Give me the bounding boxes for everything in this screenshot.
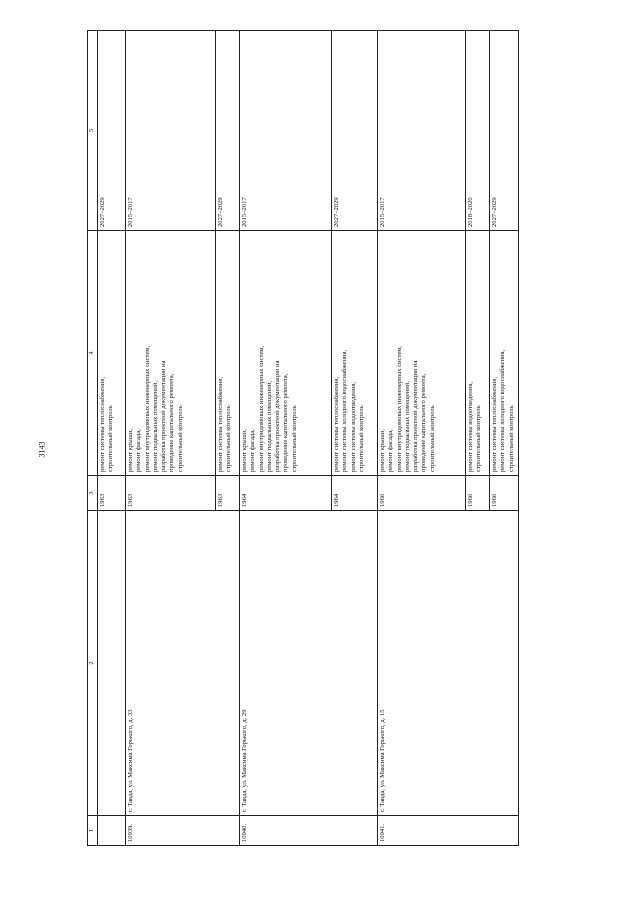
works-cell: ремонт системы теплоснабжения, ремонт системы холодного водоснабжения, ремонт системы водоотведения, строительный контроль (332, 231, 378, 476)
period-cell: 2027–2029 (98, 31, 126, 231)
period-cell: 2027–2029 (490, 31, 519, 231)
header-col-4: 4 (88, 231, 98, 476)
repair-schedule-table (87, 30, 519, 846)
address-cell: г. Тавда, ул. Максима Горького, д. 33 (126, 511, 240, 816)
header-col-1: 1 (88, 816, 98, 846)
page-number: 3143 (37, 441, 47, 458)
repair-schedule-table-wrapper (87, 56, 519, 846)
works-cell: ремонт системы теплоснабжения, ремонт системы холодного водоснабжения, строительный контроль (490, 231, 519, 476)
period-cell: 2027–2029 (216, 31, 240, 231)
row-number-cell (98, 816, 126, 846)
year-cell: 1963 (126, 476, 216, 511)
year-cell: 1963 (216, 476, 240, 511)
period-cell: 2015–2017 (240, 31, 332, 231)
works-cell: ремонт системы водоотведения, строительный контроль (466, 231, 490, 476)
table-header-row (88, 31, 98, 846)
row-number-cell: 10939. (126, 816, 240, 846)
year-cell: 1966 (490, 476, 519, 511)
period-cell: 2018–2020 (466, 31, 490, 231)
year-cell: 1964 (240, 476, 332, 511)
year-cell: 1966 (378, 476, 466, 511)
row-number-cell: 10941. (378, 816, 519, 846)
period-cell: 2015–2017 (378, 31, 466, 231)
year-cell: 1964 (332, 476, 378, 511)
address-cell (98, 511, 126, 816)
header-col-3: 3 (88, 476, 98, 511)
table-row (98, 31, 126, 846)
table-row (126, 31, 216, 846)
header-col-5: 5 (88, 31, 98, 231)
year-cell: 1963 (98, 476, 126, 511)
period-cell: 2015–2017 (126, 31, 216, 231)
works-cell: ремонт крыши, ремонт фасада, ремонт внутридомовых инженерных систем, ремонт подвальных помещений, разработка проектной документации на проведение капитального ремонта, строительный контроль (240, 231, 332, 476)
works-cell: ремонт системы теплоснабжения, строительный контроль (216, 231, 240, 476)
address-cell: г. Тавда, ул. Максима Горького, д. 29 (240, 511, 378, 816)
table-row (378, 31, 466, 846)
header-col-2: 2 (88, 511, 98, 816)
year-cell: 1966 (466, 476, 490, 511)
address-cell: г. Тавда, ул. Максима Горького, д. 15 (378, 511, 519, 816)
works-cell: ремонт крыши, ремонт фасада, ремонт внутридомовых инженерных систем, ремонт подвальных помещений, разработка проектной документации на проведение капитального ремонта, строительный контроль (126, 231, 216, 476)
period-cell: 2027–2029 (332, 31, 378, 231)
row-number-cell: 10940. (240, 816, 378, 846)
table-row (240, 31, 332, 846)
works-cell: ремонт системы теплоснабжения, строительный контроль (98, 231, 126, 476)
works-cell: ремонт крыши, ремонт фасада, ремонт внутридомовых инженерных систем, ремонт подвальных помещений, разработка проектной документации на проведение капитального ремонта, строительный контроль (378, 231, 466, 476)
